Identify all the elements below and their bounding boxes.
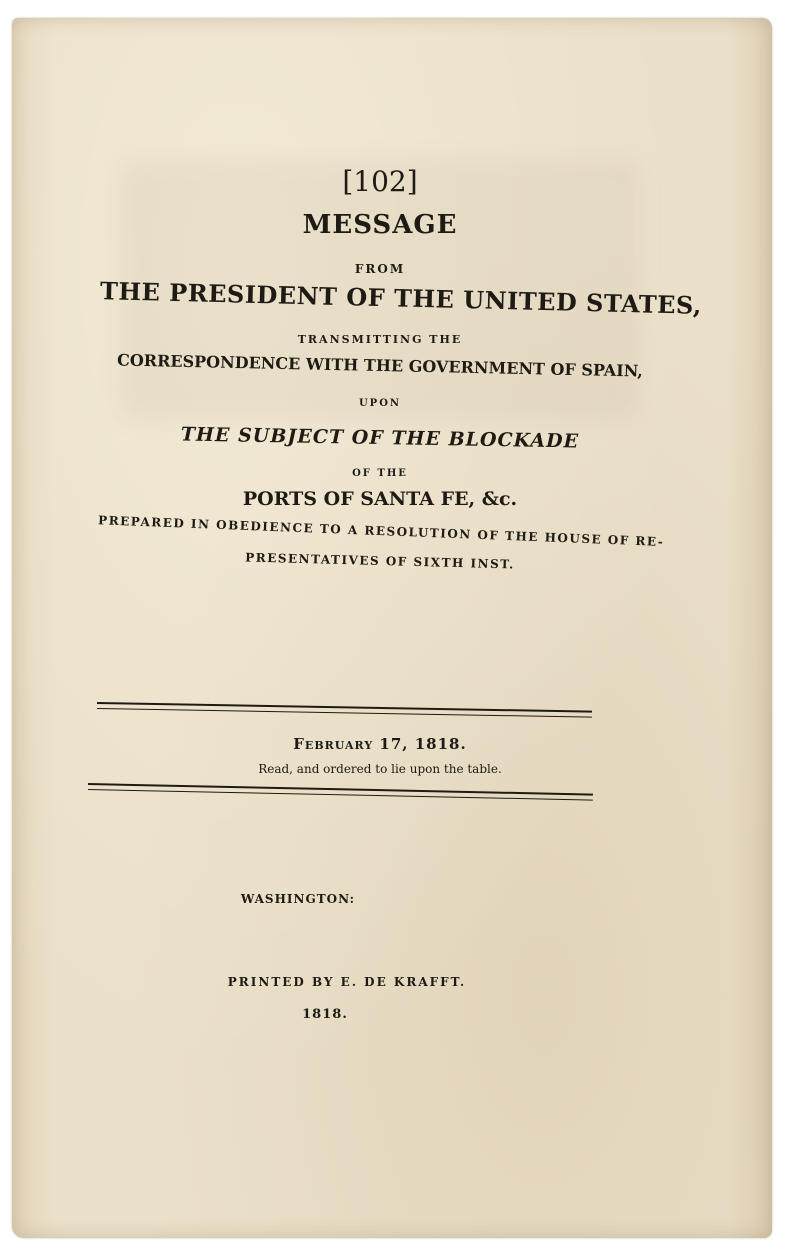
year-line: 1818. [302,1007,348,1022]
upon-line: UPON [358,398,402,409]
read-ordered-line: Read, and ordered to lie upon the table. [258,762,502,776]
correspondence-line: CORRESPONDENCE WITH THE GOVERNMENT OF SPAIN, [116,350,644,381]
ports-line: PORTS OF SANTA FE, &c. [242,488,518,510]
document-title: MESSAGE [302,210,458,240]
place-line: WASHINGTON: [240,892,356,906]
president-line: THE PRESIDENT OF THE UNITED STATES, [99,276,703,320]
resolution-line-2: PRESENTATIVES OF SIXTH INST. [245,550,515,572]
document-number: [102] [342,165,418,198]
from-line: FROM [354,262,406,276]
transmitting-line: TRANSMITTING THE [297,333,463,346]
printer-line: PRINTED BY E. DE KRAFFT. [227,975,467,989]
date-line: February 17, 1818. [293,735,467,753]
subject-line: THE SUBJECT OF THE BLOCKADE [180,423,580,453]
resolution-line-1: PREPARED IN OBEDIENCE TO A RESOLUTION OF THE HOUSE OF RE- [97,513,665,549]
of-the-line: OF THE [352,468,408,479]
